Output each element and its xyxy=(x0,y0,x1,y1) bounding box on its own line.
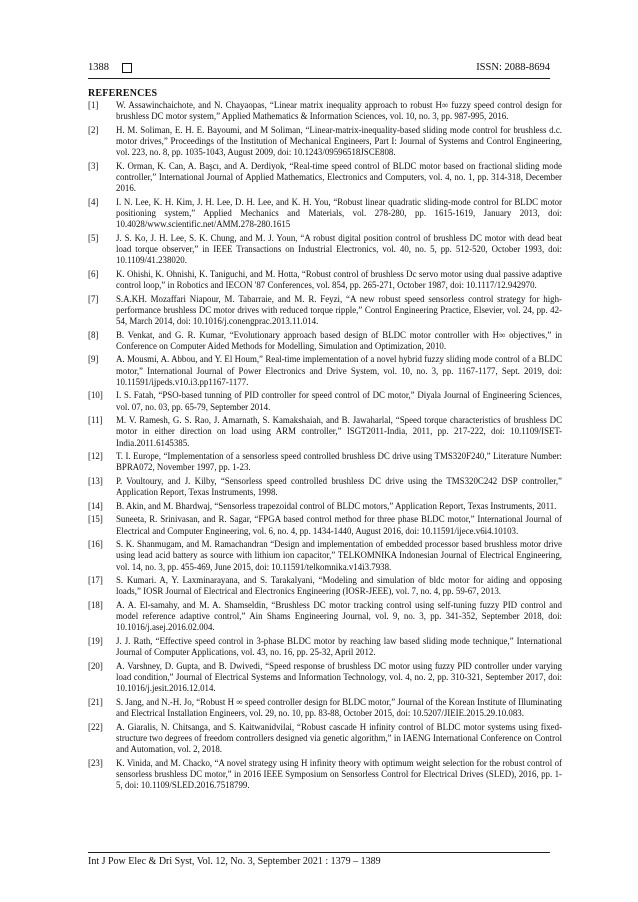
reference-list xyxy=(88,100,562,794)
reference-text: W. Assawinchaichote, and N. Chayaopas, “Linear matrix inequality approach to robust H∞ fuzzy speed control design for brushless DC motor system,” Applied Mathematics & Information Sciences, vol. 10, no. 3, pp. 987-995, 2016. xyxy=(116,100,562,122)
reference-number: [23] xyxy=(88,757,103,768)
reference-text: P. Voultoury, and J. Kilby, “Sensorless speed controlled brushless DC drive using the TMS320C242 DSP controller,” Application Report, Texas Instruments, 1998. xyxy=(116,475,562,498)
reference-number: [3] xyxy=(88,160,99,171)
references-heading: REFERENCES xyxy=(88,88,158,99)
reference-item xyxy=(88,476,562,498)
reference-text: M. V. Ramesh, G. S. Rao, J. Amarnath, S. Kamakshaiah, and B. Jawaharlal, “Speed torque characteristics of brushless DC motor in either direction on load using ARM controller,” ISGT2011-India, 2011, pp. 217-222, doi: 10.1109/ISET-India.2011.6145385. xyxy=(116,415,562,448)
reference-number: [11] xyxy=(88,415,103,426)
reference-item xyxy=(88,269,562,291)
reference-number: [8] xyxy=(88,329,99,340)
reference-number: [5] xyxy=(88,232,99,243)
reference-item xyxy=(88,330,562,352)
reference-number: [21] xyxy=(88,696,103,707)
reference-text: B. Akin, and M. Bhardwaj, “Sensorless trapezoidal control of BLDC motors,” Application Report, Texas Instruments, 2011. xyxy=(116,500,557,511)
square-icon xyxy=(122,63,132,73)
reference-item xyxy=(88,161,562,195)
page-number: 1388 xyxy=(88,62,109,73)
reference-number: [18] xyxy=(88,599,103,610)
reference-item xyxy=(88,575,562,597)
reference-text: I. S. Fatah, “PSO-based tunning of PID controller for speed control of DC motor,” Diyala Journal of Engineering Sciences, vol. 07, no. 03, pp. 65-79, September 2014. xyxy=(116,390,562,412)
reference-number: [4] xyxy=(88,196,99,207)
footer-rule xyxy=(88,852,550,853)
reference-item xyxy=(88,661,562,695)
reference-item xyxy=(88,197,562,231)
reference-text: S.A.KH. Mozaffari Niapour, M. Tabarraie, and M. R. Feyzi, “A new robust speed sensorless control strategy for high-performance brushless DC motor drives with reduced torque ripple,” Control Engineering Practice, Elsevier, vol. 24, pp. 42-54, March 2014, doi: 10.1016/j.conengprac.2013.11.014. xyxy=(116,293,562,326)
reference-item xyxy=(88,697,562,719)
reference-item xyxy=(88,722,562,756)
reference-number: [9] xyxy=(88,354,99,365)
reference-number: [13] xyxy=(88,475,103,486)
reference-item xyxy=(88,233,562,267)
reference-item xyxy=(88,354,562,388)
reference-item xyxy=(88,501,562,512)
reference-text: J. S. Ko, J. H. Lee, S. K. Chung, and M. J. Youn, “A robust digital position control of brushless DC motor with dead beat load torque observer,” in IEEE Transactions on Industrial Electronics, vol. 40, no. 5, pp. 512-520, October 1993, doi: 10.1109/41.238020. xyxy=(116,232,562,266)
reference-item xyxy=(88,539,562,573)
reference-text: I. N. Lee, K. H. Kim, J. H. Lee, D. H. Lee, and K. H. You, “Robust linear quadratic sliding-mode control for BLDC motor positioning system,” Applied Mechanics and Materials, vol. 278-280, pp. 1615-1619, January 2013, doi: 10.4028/www.scientific.net/AMM.278-280.1615 xyxy=(116,196,562,230)
reference-text: K. Ohishi, K. Ohnishi, K. Taniguchi, and M. Hotta, “Robust control of brushless Dc servo motor using dual passive adaptive control loop,” in Robotics and IECON '87 Conferences, vol. 854, pp. 265-271, October 1987, doi: 10.1117/12.942970. xyxy=(116,268,562,290)
reference-number: [19] xyxy=(88,635,103,646)
reference-text: A. Giaralis, N. Chitsanga, and S. Kaitwanidvilai, “Robust cascade H infinity control of BLDC motor systems using fixed-structure two degrees of freedom controllers designed via genetic algorithm,” in IAENG International Conference on Control and Automation, vol. 2, 2018. xyxy=(116,721,562,754)
reference-number: [14] xyxy=(88,500,103,511)
reference-text: S. Jang, and N.-H. Jo, “Robust H ∞ speed controller design for BLDC motor,” Journal of the Korean Institute of Illuminating and Electrical Installation Engineers, vol. 29, no. 10, pp. 83-88, October 2015, doi: 10.5207/JIEIE.2015.29.10.083. xyxy=(116,696,562,718)
reference-number: [22] xyxy=(88,721,103,732)
reference-number: [7] xyxy=(88,293,99,304)
reference-item xyxy=(88,636,562,658)
reference-number: [20] xyxy=(88,660,103,671)
reference-item xyxy=(88,125,562,159)
issn-label: ISSN: 2088-8694 xyxy=(476,62,550,73)
reference-text: T. I. Europe, “Implementation of a sensorless speed controlled brushless DC drive using TMS320F240,” Literature Number: BPRA072, November 1997, pp. 1-23. xyxy=(116,451,562,473)
reference-number: [2] xyxy=(88,124,99,135)
reference-text: J. J. Rath, “Effective speed control in 3-phase BLDC motor by reaching law based sliding mode technique,” International Journal of Computer Applications, vol. 43, no. 16, pp. 25-32, April 2012. xyxy=(116,635,562,658)
reference-text: A. A. El-samahy, and M. A. Shamseldin, “Brushless DC motor tracking control using self-tuning fuzzy PID control and model reference adaptive control,” Ain Shams Engineering Journal, vol. 9, no. 3, pp. 341-352, September 2018, doi: 10.1016/j.asej.2016.02.004. xyxy=(116,599,562,633)
reference-item xyxy=(88,451,562,473)
header-rule xyxy=(88,78,550,79)
reference-text: A. Varshney, D. Gupta, and B. Dwivedi, “Speed response of brushless DC motor using fuzzy PID controller under varying load condition,” Journal of Electrical Systems and Information Technology, vol. 4, no. 2, pp. 310-321, September 2017, doi: 10.1016/j.jesit.2016.12.014. xyxy=(116,660,562,694)
reference-item xyxy=(88,100,562,122)
reference-text: S. Kumari. A, Y. Laxminarayana, and S. Tarakalyani, “Modeling and simulation of bldc motor for aiding and opposing loads,” IOSR Journal of Electrical and Electronics Engineering (IOSR-JEEE), vol. 7, no. 4, pp. 59-67, 2013. xyxy=(116,575,562,597)
reference-text: H. M. Soliman, E. H. E. Bayoumi, and M Soliman, “Linear-matrix-inequality-based sliding mode control for brushless d.c. motor drives,” Proceedings of the Institution of Mechanical Engineers, Part I: Journal of Systems and Control Engineering, vol. 223, no. 8, pp. 1035-1043, August 2009, doi: 10.1243/09596518JSCE808. xyxy=(116,124,562,158)
reference-number: [1] xyxy=(88,100,99,110)
page-footer: Int J Pow Elec & Dri Syst, Vol. 12, No. 3, September 2021 : 1379 – 1389 xyxy=(88,856,381,867)
reference-number: [15] xyxy=(88,514,103,525)
reference-item xyxy=(88,390,562,412)
reference-number: [6] xyxy=(88,268,99,279)
reference-item xyxy=(88,600,562,634)
reference-item xyxy=(88,758,562,792)
reference-text: A. Mousmi, A. Abbou, and Y. El Houm,” Real-time implementation of a novel hybrid fuzzy sliding mode control of a BLDC motor,” International Journal of Power Electronics and Drive System, vol. 10, no. 3, pp. 1167-1177, Sept. 2019, doi: 10.11591/ijpeds.v10.i3.pp1167-1177. xyxy=(116,354,562,387)
reference-number: [12] xyxy=(88,451,103,462)
reference-text: Suneeta, R. Srinivasan, and R. Sagar, “FPGA based control method for three phase BLDC motor,” International Journal of Electrical and Computer Engineering, vol. 6, no. 4, pp. 1434-1440, August 2016, doi: 10.11591/ijece.v6i4.10103. xyxy=(116,514,562,536)
reference-text: S. K. Shanmugam, and M. Ramachandran “Design and implementation of embedded processor based brushless motor drive using lead acid battery as source with lithium ion capacitor,” TELKOMNIKA Indonesian Journal of Electrical Engineering, vol. 14, no. 3, pp. 455-469, June 2015, doi: 10.11591/telkomnika.v14i3.7938. xyxy=(116,539,562,572)
reference-number: [10] xyxy=(88,390,103,401)
reference-number: [16] xyxy=(88,539,103,550)
reference-item xyxy=(88,415,562,449)
page-header xyxy=(88,62,550,76)
reference-item xyxy=(88,514,562,536)
reference-text: K. Orman, K. Can, A. Başcı, and A. Derdiyok, “Real-time speed control of BLDC motor based on fractional sliding mode controller,” International Journal of Applied Mathematics, Electronics and Computers, vol. 4, no. 1, pp. 314-318, December 2016. xyxy=(116,160,562,194)
reference-number: [17] xyxy=(88,575,103,586)
reference-text: B. Venkat, and G. R. Kumar, “Evolutionary approach based design of BLDC motor controller with H∞ objectives,” in Conference on Computer Aided Methods for Modelling, Simulation and Optimization, 2010. xyxy=(116,329,562,351)
reference-text: K. Vinida, and M. Chacko, “A novel strategy using H infinity theory with optimum weight selection for the robust control of sensorless brushless DC motor,” in 2016 IEEE Symposium on Sensorless Control for Electrical Drives (SLED), 2016, pp. 1-5, doi: 10.1109/SLED.2016.7518799. xyxy=(116,757,562,790)
reference-item xyxy=(88,294,562,328)
